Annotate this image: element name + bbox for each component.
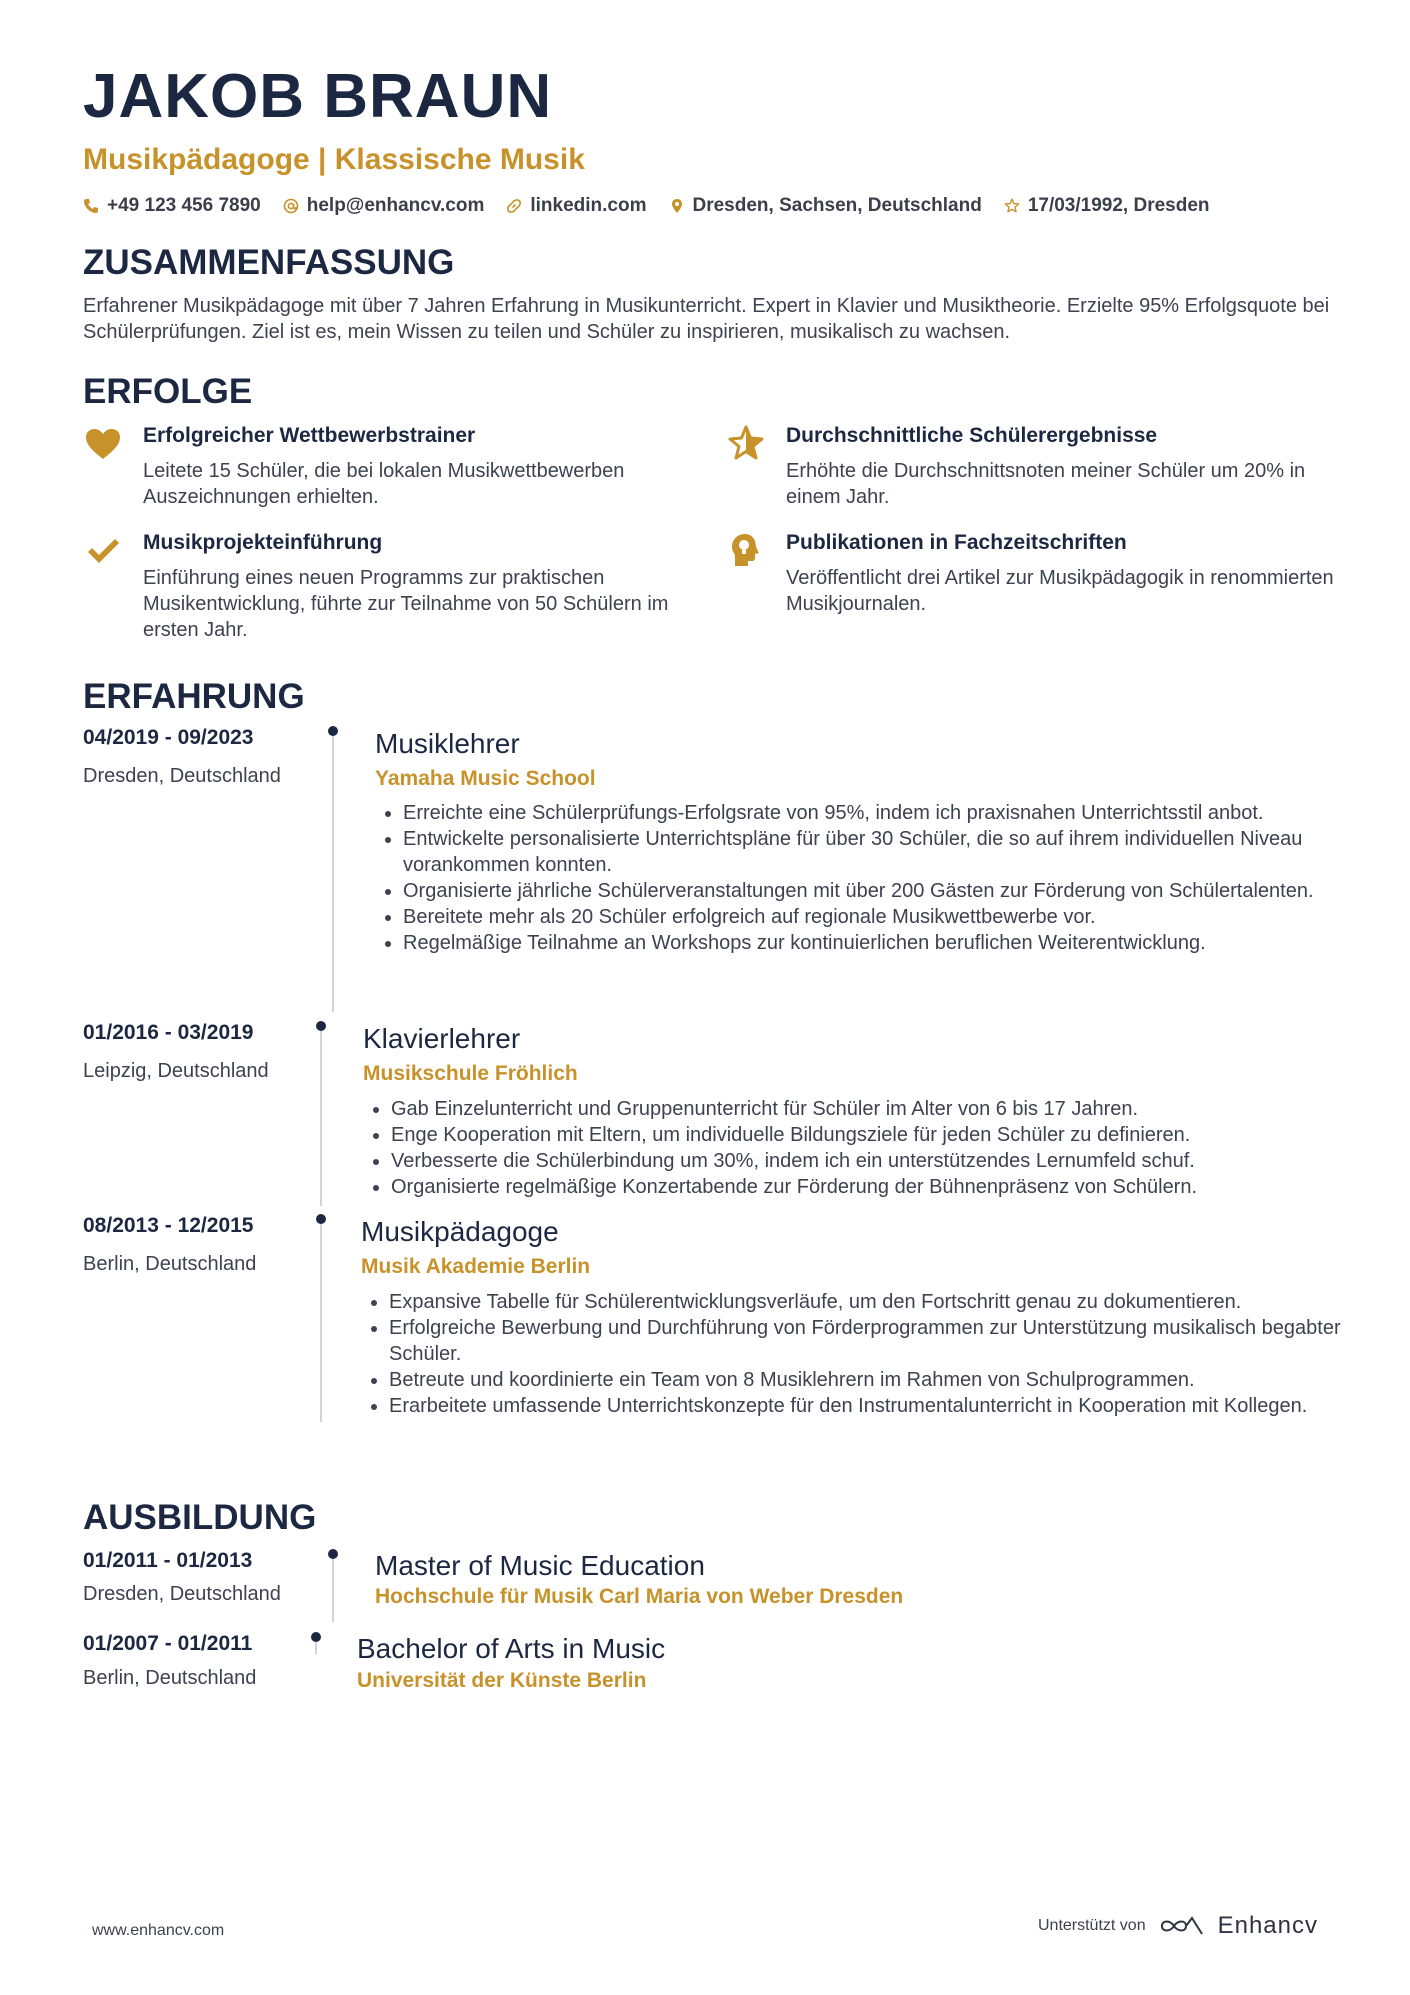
summary-text: Erfahrener Musikpädagoge mit über 7 Jahren Erfahrung in Musikunterricht. Expert in Klavier und Musiktheorie. Erzielte 95% Erfolgsquote bei Schülerprüfungen. Ziel ist es, mein Wissen zu teilen und Schüler zu inspirieren, musikalisch zu wachsen. <box>83 295 1330 343</box>
job-bullet: • Entwickelte personalisierte Unterrichtspläne für über 30 Schüler, die so auf ihrem individuellen Niveau vorankommen konnten. <box>403 826 1353 878</box>
timeline-line <box>320 1031 322 1206</box>
job-bullet: • Enge Kooperation mit Eltern, um individuelle Bildungsziele für jeden Schüler zu definieren. <box>391 1122 1351 1148</box>
job-bullets <box>361 1289 1369 1419</box>
star-icon <box>726 424 766 464</box>
job-bullet: • Gab Einzelunterricht und Gruppenunterricht für Schüler im Alter von 6 bis 17 Jahren. <box>391 1096 1351 1122</box>
checkmark-icon <box>83 531 123 571</box>
timeline-line <box>332 1559 334 1622</box>
contact-location-text: Dresden, Sachsen, Deutschland <box>692 195 982 216</box>
job-bullet: • Organisierte regelmäßige Konzertabende zur Förderung der Bühnenpräsenz von Schülern. <box>391 1174 1351 1200</box>
job-bullet: • Bereitete mehr als 20 Schüler erfolgreich auf regionale Musikwettbewerbe vor. <box>403 904 1353 930</box>
achievement-desc: Erhöhte die Durchschnittsnoten meiner Schüler um 20% in einem Jahr. <box>786 460 1306 508</box>
experience-heading: ERFAHRUNG <box>83 677 305 716</box>
timeline-line <box>332 736 334 1012</box>
contact-phone-text: +49 123 456 7890 <box>107 195 261 216</box>
job-role: Klavierlehrer <box>363 1023 521 1054</box>
enhancv-logo-icon <box>1158 1914 1206 1938</box>
timeline-dot <box>316 1214 326 1224</box>
job-bullets <box>363 1096 1351 1200</box>
job-bullet: • Erarbeitete umfassende Unterrichtskonzepte für den Instrumentalunterricht in Kooperation mit Kollegen. <box>389 1393 1369 1419</box>
at-icon <box>283 198 299 214</box>
timeline-dot <box>311 1632 321 1642</box>
job-bullet: • Erfolgreiche Bewerbung und Durchführung von Förderprogrammen zur Unterstützung musikalisch begabter Schüler. <box>389 1315 1369 1367</box>
contact-linkedin[interactable] <box>506 195 646 217</box>
contact-phone[interactable] <box>83 195 261 217</box>
achievement-desc: Leitete 15 Schüler, die bei lokalen Musikwettbewerben Auszeichnungen erhielten. <box>143 460 625 508</box>
link-icon <box>506 198 522 214</box>
job-dates: 01/2016 - 03/2019 <box>83 1021 254 1044</box>
contact-linkedin-text: linkedin.com <box>530 195 647 216</box>
contact-email-text: help@enhancv.com <box>306 195 485 216</box>
achievement-title: Publikationen in Fachzeitschriften <box>786 531 1127 554</box>
contact-location <box>669 195 982 217</box>
edu-dates: 01/2011 - 01/2013 <box>83 1549 253 1572</box>
contact-birth <box>1004 195 1210 217</box>
job-bullets <box>375 800 1353 956</box>
job-bullet: • Organisierte jährliche Schülerveranstaltungen mit über 200 Gästen zur Förderung von Schülertalenten. <box>403 878 1353 904</box>
job-company: Yamaha Music School <box>375 767 596 790</box>
edu-school: Hochschule für Musik Carl Maria von Weber Dresden <box>375 1585 904 1608</box>
head-bulb-icon <box>726 531 766 571</box>
contact-bar <box>83 195 1210 217</box>
job-bullet: • Regelmäßige Teilnahme an Workshops zur kontinuierlichen beruflichen Weiterentwicklung. <box>403 930 1353 956</box>
job-location: Berlin, Deutschland <box>83 1253 257 1275</box>
edu-school: Universität der Künste Berlin <box>357 1669 647 1692</box>
job-dates: 04/2019 - 09/2023 <box>83 726 254 749</box>
edu-degree: Bachelor of Arts in Music <box>357 1633 666 1664</box>
timeline-dot <box>316 1021 326 1031</box>
footer-brand: Enhancv <box>1217 1912 1318 1939</box>
star-icon <box>1004 198 1020 214</box>
heart-icon <box>83 424 123 464</box>
job-dates: 08/2013 - 12/2015 <box>83 1214 254 1237</box>
job-bullet: • Verbesserte die Schülerbindung um 30%, indem ich ein unterstützendes Lernumfeld schuf. <box>391 1148 1351 1174</box>
achievement-desc: Einführung eines neuen Programms zur praktischen Musikentwicklung, führte zur Teilnahme von 50 Schülern im ersten Jahr. <box>143 567 669 641</box>
job-role: Musiklehrer <box>375 728 520 759</box>
job-company: Musik Akademie Berlin <box>361 1255 591 1278</box>
achievement-title: Erfolgreicher Wettbewerbstrainer <box>143 424 476 447</box>
edu-location: Berlin, Deutschland <box>83 1667 257 1689</box>
location-pin-icon <box>669 198 685 214</box>
job-bullet: • Erreichte eine Schülerprüfungs-Erfolgsrate von 95%, indem ich praxisnahen Unterrichtsstil anbot. <box>403 800 1353 826</box>
footer-powered-by: Unterstützt von <box>1037 1917 1146 1934</box>
job-bullet: • Betreute und koordinierte ein Team von 8 Musiklehrern im Rahmen von Schulprogrammen. <box>389 1367 1369 1393</box>
achievements-heading: ERFOLGE <box>83 372 253 411</box>
achievement-title: Musikprojekteinführung <box>143 531 383 554</box>
summary-heading: ZUSAMMENFASSUNG <box>83 243 455 282</box>
job-bullet: • Expansive Tabelle für Schülerentwicklungsverläufe, um den Fortschritt genau zu dokumentieren. <box>389 1289 1369 1315</box>
job-location: Dresden, Deutschland <box>83 765 281 787</box>
job-location: Leipzig, Deutschland <box>83 1060 269 1082</box>
job-role: Musikpädagoge <box>361 1216 559 1247</box>
contact-email[interactable] <box>283 195 485 217</box>
job-company: Musikschule Fröhlich <box>363 1062 578 1085</box>
candidate-name: JAKOB BRAUN <box>83 62 553 131</box>
footer-website[interactable]: www.enhancv.com <box>92 1922 225 1939</box>
phone-icon <box>83 198 99 214</box>
contact-birth-text: 17/03/1992, Dresden <box>1027 195 1210 216</box>
candidate-title: Musikpädagoge | Klassische Musik <box>83 143 585 176</box>
timeline-line <box>320 1224 322 1422</box>
edu-dates: 01/2007 - 01/2011 <box>83 1632 253 1655</box>
edu-degree: Master of Music Education <box>375 1550 705 1581</box>
edu-location: Dresden, Deutschland <box>83 1583 281 1605</box>
education-heading: AUSBILDUNG <box>83 1498 317 1537</box>
timeline-dot <box>328 1549 338 1559</box>
achievement-title: Durchschnittliche Schülerergebnisse <box>786 424 1158 447</box>
timeline-line <box>315 1642 317 1654</box>
achievement-desc: Veröffentlicht drei Artikel zur Musikpädagogik in renommierten Musikjournalen. <box>786 567 1334 615</box>
footer-branding <box>1038 1912 1318 1940</box>
timeline-dot <box>328 726 338 736</box>
